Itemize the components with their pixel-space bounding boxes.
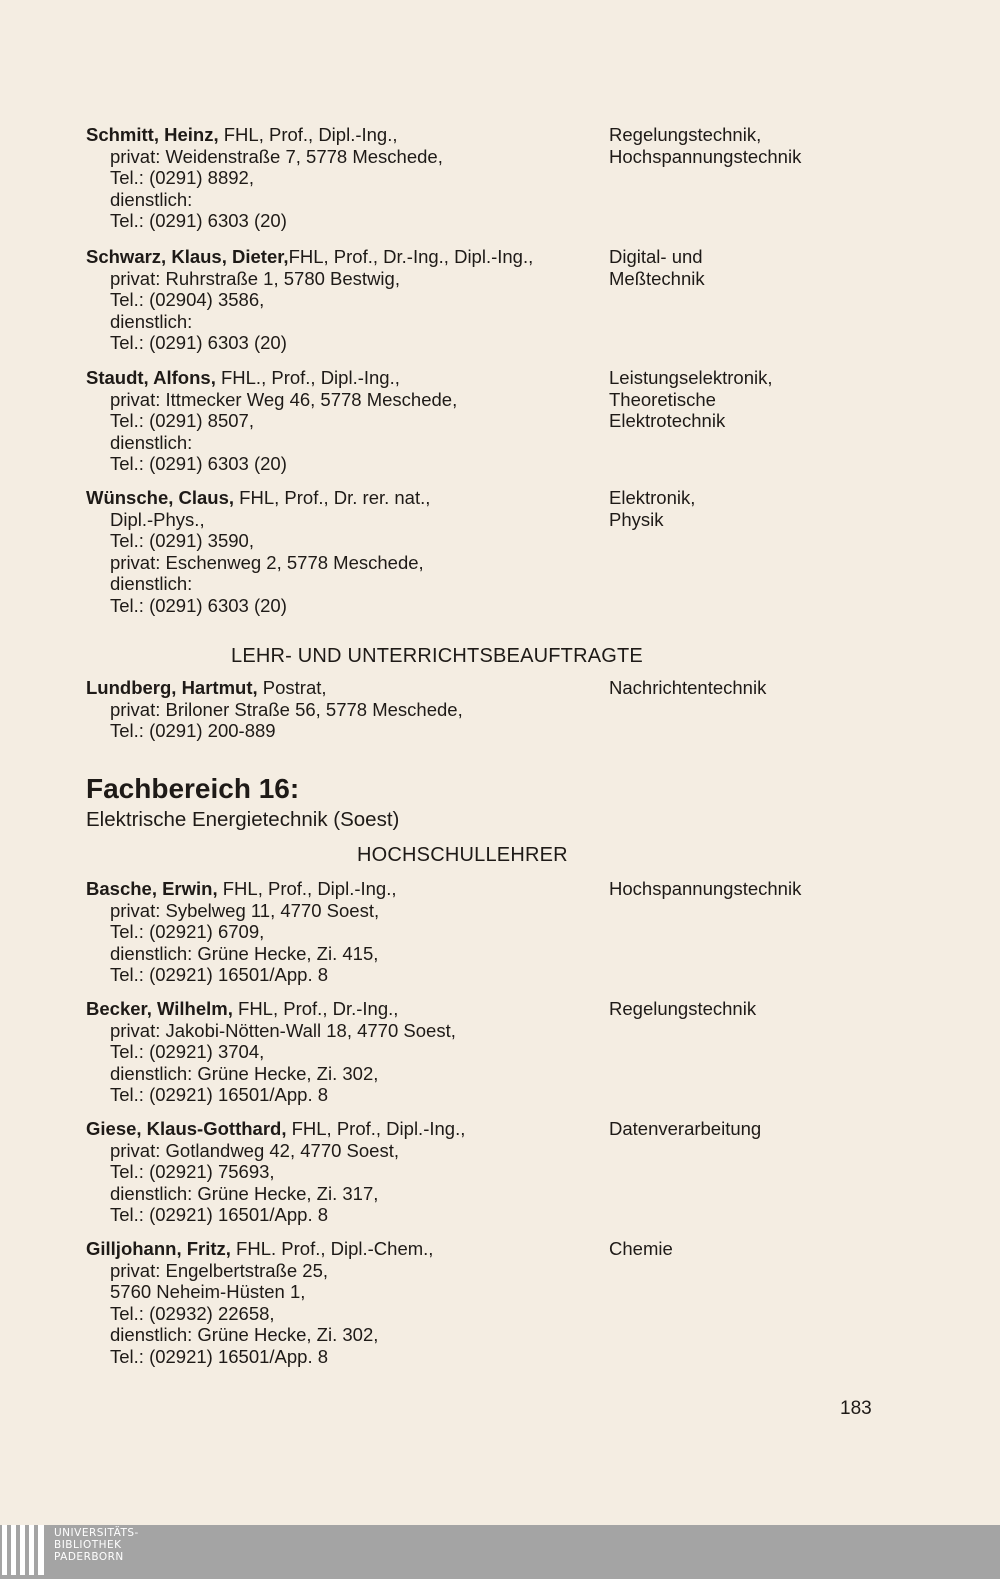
- logo-line: PADERBORN: [54, 1551, 124, 1563]
- subject: Physik: [609, 508, 664, 530]
- entry-name: Basche, Erwin,: [86, 878, 218, 899]
- entry-name: Becker, Wilhelm,: [86, 998, 233, 1019]
- entry-title: FHL. Prof., Dipl.-Chem.,: [230, 1238, 434, 1259]
- section-heading-hochschullehrer: HOCHSCHULLEHRER: [357, 844, 568, 866]
- entry-line: dienstlich:: [110, 573, 193, 595]
- entry-subjects: [609, 878, 939, 900]
- entry-line: 5760 Neheim-Hüsten 1,: [110, 1281, 306, 1303]
- entry-line: Tel.: (0291) 200-889: [110, 720, 276, 742]
- entry-line: Dipl.-Phys.,: [110, 508, 205, 530]
- entry-line: Tel.: (02921) 16501/App. 8: [110, 1084, 329, 1106]
- logo-line: UNIVERSITÄTS-: [54, 1527, 139, 1539]
- entry-subjects: [609, 1238, 939, 1260]
- entry-line: Tel.: (02932) 22658,: [110, 1302, 275, 1324]
- entry-title: FHL, Prof., Dipl.-Ing.,: [218, 124, 398, 145]
- section-heading-lehrbeauftragte: LEHR- UND UNTERRICHTSBEAUFTRAGTE: [231, 645, 643, 667]
- library-logo-icon: [0, 1525, 50, 1579]
- entry-title: FHL, Prof., Dipl.-Ing.,: [286, 1118, 466, 1139]
- subject: Elektronik,: [609, 487, 696, 508]
- logo-line: BIBLIOTHEK: [54, 1539, 122, 1551]
- entry-line: dienstlich: Grüne Hecke, Zi. 302,: [110, 1324, 379, 1346]
- entry-line: Tel.: (0291) 6303 (20): [110, 210, 287, 232]
- entry-subjects: [609, 246, 939, 289]
- entry-subjects: [609, 998, 939, 1020]
- entry-line: dienstlich:: [110, 431, 193, 453]
- entry-name: Wünsche, Claus,: [86, 487, 235, 508]
- entry-name: Schmitt, Heinz,: [86, 124, 219, 145]
- entry-line: privat: Engelbertstraße 25,: [110, 1259, 328, 1281]
- entry-line: privat: Gotlandweg 42, 4770 Soest,: [110, 1139, 399, 1161]
- entry-title: Postrat,: [257, 677, 327, 698]
- entry-line: Tel.: (02921) 16501/App. 8: [110, 964, 329, 986]
- entry-line: privat: Weidenstraße 7, 5778 Meschede,: [110, 145, 443, 167]
- entry-line: privat: Ittmecker Weg 46, 5778 Meschede,: [110, 388, 458, 410]
- entry-name: Giese, Klaus-Gotthard,: [86, 1118, 287, 1139]
- faculty-title: Fachbereich 16:: [86, 773, 300, 804]
- entry-title: FHL, Prof., Dipl.-Ing.,: [217, 878, 397, 899]
- entry-line: privat: Eschenweg 2, 5778 Meschede,: [110, 551, 424, 573]
- entry-name: Gilljohann, Fritz,: [86, 1238, 231, 1259]
- entry-subjects: [609, 367, 939, 432]
- entry-title: FHL, Prof., Dr.-Ing.,: [232, 998, 399, 1019]
- entry-subjects: [609, 1118, 939, 1140]
- entry-line: Tel.: (0291) 8892,: [110, 167, 254, 189]
- faculty-subtitle: Elektrische Energietechnik (Soest): [86, 808, 400, 831]
- entry-line: Tel.: (02921) 75693,: [110, 1161, 275, 1183]
- library-logo-text: [54, 1527, 139, 1563]
- entry-line: Tel.: (02921) 6709,: [110, 921, 265, 943]
- entry-line: Tel.: (02921) 16501/App. 8: [110, 1345, 329, 1367]
- subject: Theoretische: [609, 388, 716, 410]
- subject: Meßtechnik: [609, 267, 705, 289]
- entry-line: Tel.: (02921) 3704,: [110, 1041, 265, 1063]
- subject: Datenverarbeitung: [609, 1118, 762, 1139]
- library-footer-bar: [0, 1525, 1000, 1579]
- entry-line: Tel.: (0291) 3590,: [110, 530, 254, 552]
- entry-line: privat: Jakobi-Nötten-Wall 18, 4770 Soest,: [110, 1019, 456, 1041]
- entry-name: Staudt, Alfons,: [86, 367, 216, 388]
- subject: Regelungstechnik,: [609, 124, 762, 145]
- entry-name: Lundberg, Hartmut,: [86, 677, 258, 698]
- entry-line: Tel.: (02904) 3586,: [110, 289, 265, 311]
- entry-line: Tel.: (0291) 8507,: [110, 410, 254, 432]
- entry-line: dienstlich:: [110, 310, 193, 332]
- subject: Nachrichtentechnik: [609, 677, 767, 698]
- subject: Leistungselektronik,: [609, 367, 773, 388]
- entry-line: privat: Briloner Straße 56, 5778 Meschede,: [110, 698, 463, 720]
- entry-title: FHL, Prof., Dr. rer. nat.,: [234, 487, 431, 508]
- subject: Hochspannungstechnik: [609, 145, 802, 167]
- entry-subjects: [609, 677, 939, 699]
- entry-line: privat: Sybelweg 11, 4770 Soest,: [110, 899, 380, 921]
- entry-name: Schwarz, Klaus, Dieter,: [86, 246, 289, 267]
- entry-subjects: [609, 487, 939, 530]
- entry-line: Tel.: (02921) 16501/App. 8: [110, 1204, 329, 1226]
- entry-title: FHL, Prof., Dr.-Ing., Dipl.-Ing.,: [288, 246, 534, 267]
- entry-line: Tel.: (0291) 6303 (20): [110, 594, 287, 616]
- entry-line: Tel.: (0291) 6303 (20): [110, 332, 287, 354]
- subject: Digital- und: [609, 246, 703, 267]
- subject: Hochspannungstechnik: [609, 878, 802, 899]
- entry-line: privat: Ruhrstraße 1, 5780 Bestwig,: [110, 267, 400, 289]
- entry-line: dienstlich: Grüne Hecke, Zi. 415,: [110, 942, 379, 964]
- entry-line: dienstlich: Grüne Hecke, Zi. 302,: [110, 1062, 379, 1084]
- entry-line: dienstlich:: [110, 188, 193, 210]
- entry-line: Tel.: (0291) 6303 (20): [110, 453, 287, 475]
- subject: Regelungstechnik: [609, 998, 757, 1019]
- entry-subjects: [609, 124, 939, 167]
- entry-line: dienstlich: Grüne Hecke, Zi. 317,: [110, 1182, 379, 1204]
- entry-title: FHL., Prof., Dipl.-Ing.,: [215, 367, 400, 388]
- subject: Elektrotechnik: [609, 410, 726, 432]
- subject: Chemie: [609, 1238, 673, 1259]
- page-number: 183: [840, 1398, 872, 1419]
